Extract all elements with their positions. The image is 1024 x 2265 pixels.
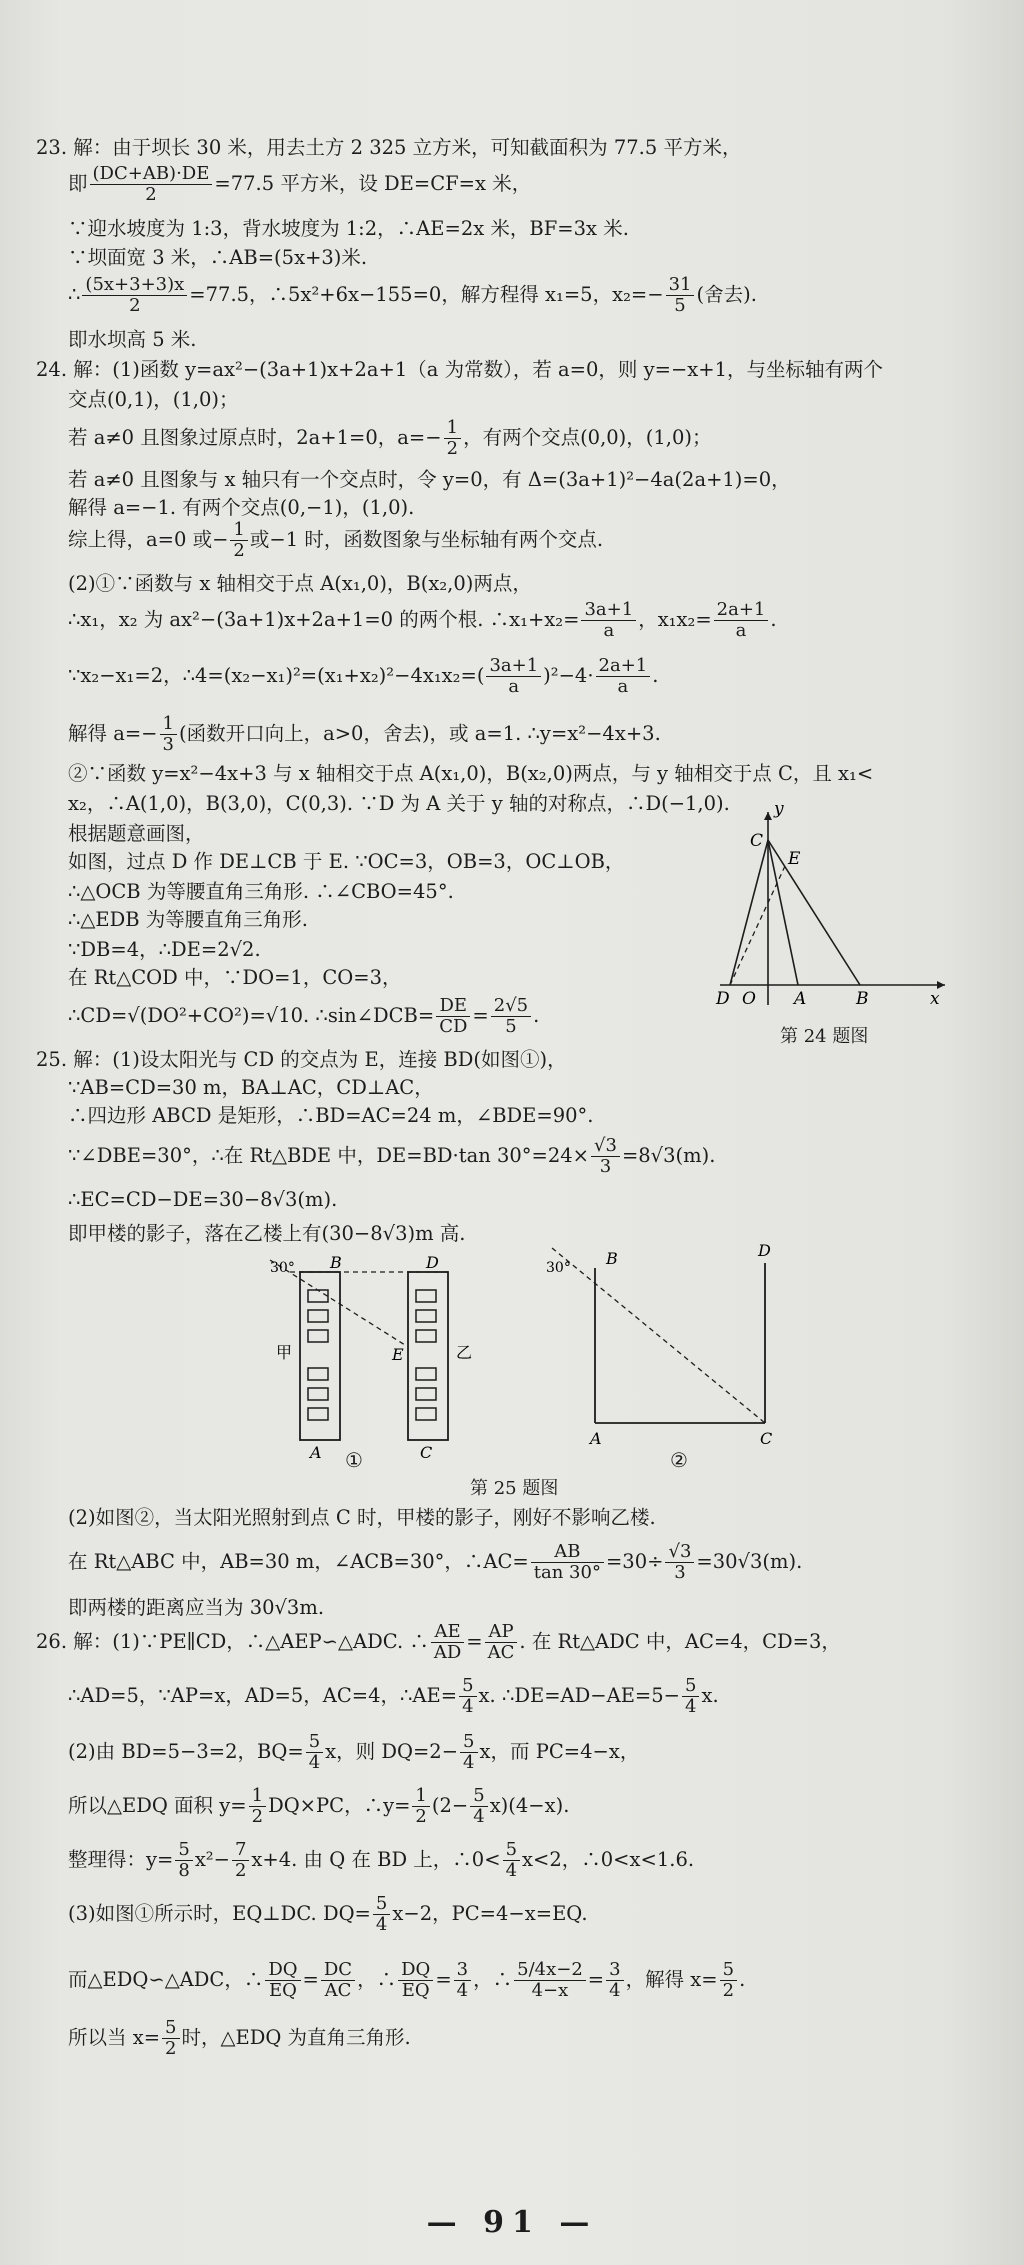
page-number: — 91 — [426, 2205, 598, 2240]
fraction: $\frac{5}{4}$ [470, 1786, 487, 1827]
figure-25-caption: 第 25 题图 [470, 1478, 559, 1499]
fraction: $\frac{5}{8}$ [175, 1840, 192, 1881]
q24-line15: ∴△OCB 为等腰直角三角形. ∴∠CBO=45°. [68, 880, 454, 903]
q24-line6: 综上得，a=0 或− $\frac{1}{2}$ 或−1 时，函数图象与坐标轴有两个交点. [68, 519, 604, 561]
fraction: $\frac{5}{4}$ [306, 1732, 323, 1773]
fig24-label-o: O [742, 989, 756, 1009]
q26-line8: 所以当 x= $\frac{5}{2}$ 时，△EDQ 为直角三角形. [68, 2017, 411, 2059]
q26-line3: (2)由 BD=5−3=2，BQ= $\frac{5}{4}$ x，则 DQ=2− $\frac{5}{4}$ x，而 PC=4−x， [68, 1731, 640, 1773]
fraction: $\frac{3}{4}$ [606, 1960, 623, 2001]
fraction: $\frac{2√5}{5}$ [491, 996, 531, 1037]
fig24-label-a: A [794, 989, 807, 1009]
fig24-label-e: E [788, 849, 801, 869]
fraction: $\frac{1}{2}$ [230, 520, 247, 561]
fraction: $\frac{DC}{AC}$ [321, 1960, 355, 2001]
fraction: $\frac{√3}{3}$ [591, 1136, 620, 1177]
q24-line19: ∴CD=√(DO²+CO²)=√10. ∴sin∠DCB= $\frac{DE}{CD}$ = $\frac{2√5}{5}$ . [68, 995, 540, 1037]
q25-line3: ∴四边形 ABCD 是矩形，∴BD=AC=24 m，∠BDE=90°. [68, 1104, 594, 1127]
figure-25-2 [540, 1238, 800, 1453]
q25-line4: ∵∠DBE=30°，∴在 Rt△BDE 中，DE=BD·tan 30°=24× $\frac{√3}{3}$ =8√3(m). [68, 1135, 716, 1177]
fig25-1-angle: 30° [270, 1260, 295, 1276]
fig24-label-y: y [774, 800, 784, 819]
fraction: $\frac{1}{2}$ [249, 1786, 266, 1827]
fig25-2-label-b: B [606, 1249, 618, 1268]
q26-line5: 整理得：y= $\frac{5}{8}$ x²− $\frac{7}{2}$ x+4. 由 Q 在 BD 上，∴0< $\frac{5}{4}$ x<2，∴0<x<1.6. [68, 1839, 695, 1881]
q26-line7: 而△EDQ∽△ADC，∴ $\frac{DQ}{EQ}$ = $\frac{DC}{AC}$ ，∴ $\frac{DQ}{EQ}$ = $\frac{3}{4}$ ，∴ $\frac{5/4x-2}{4-x}$ = $\frac{3}{4}$ ，解得 x= $\frac{5}{2}$ . [68, 1959, 746, 2001]
q24-line14: 如图，过点 D 作 DE⊥CB 于 E. ∵OC=3，OB=3，OC⊥OB， [68, 850, 625, 873]
fraction: $\frac{5}{4}$ [682, 1676, 699, 1717]
fraction: $\frac{3a+1}{a}$ [486, 656, 541, 697]
q26-line2: ∴AD=5，∵AP=x，AD=5，AC=4，∴AE= $\frac{5}{4}$ x. ∴DE=AD−AE=5− $\frac{5}{4}$ x. [68, 1675, 719, 1717]
q24-line12: x₂，∴A(1,0)，B(3,0)，C(0,3). ∵D 为 A 关于 y 轴的对称点，∴D(−1,0). [68, 792, 730, 815]
figure-24 [700, 800, 960, 1010]
fraction: $\frac{2a+1}{a}$ [714, 600, 769, 641]
fraction: $\frac{5}{2}$ [162, 2018, 179, 2059]
fraction: $\frac{31}{5}$ [666, 275, 695, 316]
fraction: $\frac{AP}{AC}$ [485, 1622, 518, 1663]
fraction: $\frac{5/4x-2}{4-x}$ [514, 1960, 586, 2001]
q25-line8: 在 Rt△ABC 中，AB=30 m，∠ACB=30°，∴AC= $\frac{AB}{\tan 30^\circ}$ =30÷ $\frac{√3}{3}$ =30√3(m). [68, 1541, 803, 1583]
fraction: $\frac{DQ}{EQ}$ [265, 1960, 300, 2001]
fig24-label-x: x [930, 989, 940, 1009]
figure-24-caption: 第 24 题图 [780, 1026, 869, 1047]
fraction: $\frac{AB}{\tan 30^\circ}$ [531, 1542, 604, 1583]
q25-line1: 25. 解：(1)设太阳光与 CD 的交点为 E，连接 BD(如图①)， [36, 1048, 567, 1071]
q23-line3: ∵迎水坡度为 1:3，背水坡度为 1:2，∴AE=2x 米，BF=3x 米. [68, 217, 629, 240]
q23-line1: 23. 解：由于坝长 30 米，用去土方 2 325 立方米，可知截面积为 77.5 平方米， [36, 136, 742, 159]
q23-line4: ∵坝面宽 3 米，∴AB=(5x+3)米. [68, 246, 368, 269]
fraction: $\frac{2a+1}{a}$ [596, 656, 651, 697]
q26-line1: 26. 解：(1)∵PE∥CD，∴△AEP∽△ADC. ∴ $\frac{AE}{AD}$ = $\frac{AP}{AC}$ . 在 Rt△ADC 中，AC=4，CD=3， [36, 1621, 841, 1663]
fraction: $\frac{5}{4}$ [503, 1840, 520, 1881]
fig25-1-label-jia: 甲 [276, 1343, 293, 1362]
figure-25-1 [250, 1250, 480, 1465]
fig25-1-label-e: E [392, 1345, 404, 1364]
q25-line7: (2)如图②，当太阳光照射到点 C 时，甲楼的影子，刚好不影响乙楼. [68, 1506, 656, 1529]
q24-line5: 解得 a=−1. 有两个交点(0,−1)，(1,0). [68, 496, 415, 519]
fig25-2-angle: 30° [546, 1260, 571, 1276]
fraction: $\frac{AE}{AD}$ [431, 1622, 464, 1663]
q24-line18: 在 Rt△COD 中，∵DO=1，CO=3， [68, 966, 402, 989]
fig24-label-c: C [750, 831, 764, 851]
fig25-2-label-c: C [760, 1429, 773, 1448]
fraction: $\frac{5}{4}$ [459, 1676, 476, 1717]
fraction: $\frac{√3}{3}$ [665, 1542, 694, 1583]
q24-line11: ②∵函数 y=x²−4x+3 与 x 轴相交于点 A(x₁,0)，B(x₂,0)两点，与 y 轴相交于点 C，且 x₁< [68, 762, 874, 785]
fraction: $\frac{(5x+3+3)x}{2}$ [82, 275, 187, 316]
fig25-1-label-a: A [310, 1443, 322, 1462]
fraction: $\frac{7}{2}$ [232, 1840, 249, 1881]
q25-line6: 即甲楼的影子，落在乙楼上有(30−8√3)m 高. [68, 1222, 466, 1245]
q24-line10: 解得 a=− $\frac{1}{3}$ (函数开口向上，a>0，舍去)，或 a=1. ∴y=x²−4x+3. [68, 713, 661, 755]
q23-line2: 即 $\frac{(DC+AB)\cdot DE}{2}$ =77.5 平方米，设 DE=CF=x 米， [68, 163, 532, 205]
q25-line5: ∴EC=CD−DE=30−8√3(m). [68, 1188, 338, 1211]
fig25-1-label-b: B [330, 1253, 342, 1272]
fig25-1-marker: ① [345, 1448, 363, 1472]
q23-line6: 即水坝高 5 米. [68, 328, 197, 351]
fig25-2-label-a: A [590, 1429, 602, 1448]
fig25-2-marker: ② [670, 1448, 688, 1472]
q24-line2: 交点(0,1)，(1,0)； [68, 388, 239, 411]
fraction: $\frac{5}{4}$ [460, 1732, 477, 1773]
fig24-label-d: D [716, 989, 730, 1009]
fraction: $\frac{5}{4}$ [373, 1894, 390, 1935]
q25-line9: 即两楼的距离应当为 30√3m. [68, 1596, 325, 1619]
fraction: $\frac{1}{2}$ [444, 418, 461, 459]
fig25-1-label-d: D [426, 1253, 439, 1272]
q24-line7: (2)①∵函数与 x 轴相交于点 A(x₁,0)，B(x₂,0)两点， [68, 572, 532, 595]
q24-line8: ∴x₁，x₂ 为 ax²−(3a+1)x+2a+1=0 的两个根. ∴x₁+x₂= $\frac{3a+1}{a}$ ，x₁x₂= $\frac{2a+1}{a}$ . [68, 599, 777, 641]
q24-line4: 若 a≠0 且图象与 x 轴只有一个交点时，令 y=0，有 Δ=(3a+1)²−4a(2a+1)=0， [68, 468, 791, 491]
q24-line13: 根据题意画图， [68, 822, 205, 845]
q24-line3: 若 a≠0 且图象过原点时，2a+1=0，a=− $\frac{1}{2}$ ，有两个交点(0,0)，(1,0)； [68, 417, 712, 459]
fraction: $\frac{1}{3}$ [160, 714, 177, 755]
q25-line2: ∵AB=CD=30 m，BA⊥AC，CD⊥AC， [68, 1076, 434, 1099]
q24-line9: ∵x₂−x₁=2，∴4=(x₂−x₁)²=(x₁+x₂)²−4x₁x₂=( $\frac{3a+1}{a}$ )²−4· $\frac{2a+1}{a}$ . [68, 655, 659, 697]
fig25-1-label-c: C [420, 1443, 433, 1462]
fraction: $\frac{DE}{CD}$ [436, 996, 470, 1037]
q23-line5: ∴ $\frac{(5x+3+3)x}{2}$ =77.5，∴5x²+6x−155=0，解方程得 x₁=5，x₂=− $\frac{31}{5}$ (舍去). [68, 274, 757, 316]
q26-line6: (3)如图①所示时，EQ⊥DC. DQ= $\frac{5}{4}$ x−2，PC=4−x=EQ. [68, 1893, 588, 1935]
fraction: $\frac{3}{4}$ [454, 1960, 471, 2001]
fraction: $\frac{5}{2}$ [720, 1960, 737, 2001]
q24-line16: ∴△EDB 为等腰直角三角形. [68, 908, 308, 931]
q24-line1: 24. 解：(1)函数 y=ax²−(3a+1)x+2a+1（a 为常数），若 a=0，则 y=−x+1，与坐标轴有两个 [36, 358, 884, 381]
q24-line17: ∵DB=4，∴DE=2√2. [68, 938, 261, 961]
fraction: $\frac{DQ}{EQ}$ [398, 1960, 433, 2001]
q26-line4: 所以△EDQ 面积 y= $\frac{1}{2}$ DQ×PC，∴y= $\frac{1}{2}$ (2− $\frac{5}{4}$ x)(4−x). [68, 1785, 570, 1827]
fig25-1-label-yi: 乙 [456, 1343, 473, 1362]
fraction: $\frac{(DC+AB)\cdot DE}{2}$ [90, 164, 213, 205]
fig25-2-label-d: D [758, 1241, 771, 1260]
fraction: $\frac{1}{2}$ [412, 1786, 429, 1827]
fraction: $\frac{3a+1}{a}$ [581, 600, 636, 641]
fig24-label-b: B [856, 989, 869, 1009]
